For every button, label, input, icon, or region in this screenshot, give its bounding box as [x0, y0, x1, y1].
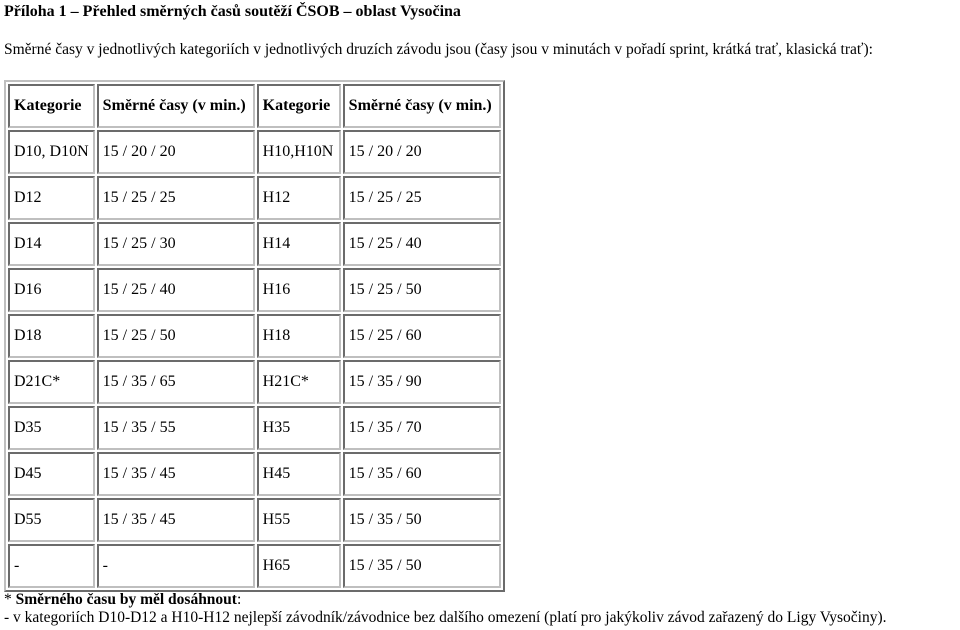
table-row [8, 452, 501, 496]
header-times-women: Směrné časy (v min.) [97, 84, 255, 128]
table-cell: H65 [257, 544, 341, 588]
document-intro: Směrné časy v jednotlivých kategoriích v jednotlivých druzích závodu jsou (časy jsou v minutách v pořadí sprint, krátká trať, klasická trať): [4, 41, 873, 58]
footnote-heading: Směrného času by měl dosáhnout [15, 591, 237, 608]
table-cell: D14 [8, 222, 95, 266]
table-cell: H10,H10N [257, 130, 341, 174]
table-cell: H55 [257, 498, 341, 542]
table-cell: H35 [257, 406, 341, 450]
header-category-women: Kategorie [8, 84, 95, 128]
table-cell: 15 / 25 / 40 [97, 268, 255, 312]
table-cell: D16 [8, 268, 95, 312]
table-cell: 15 / 35 / 60 [343, 452, 501, 496]
table-cell: D18 [8, 314, 95, 358]
table-cell: 15 / 35 / 45 [97, 452, 255, 496]
table-cell: H21C* [257, 360, 341, 404]
footnote-body: - v kategoriích D10-D12 a H10-H12 nejlepší závodník/závodnice bez dalšího omezení (platí pro jakýkoliv závod zařazený do Ligy Vysočiny). [4, 609, 887, 626]
table-row [8, 268, 501, 312]
table-cell: - [8, 544, 95, 588]
table-cell: H14 [257, 222, 341, 266]
table-cell: 15 / 35 / 45 [97, 498, 255, 542]
table-cell: 15 / 25 / 60 [343, 314, 501, 358]
table-cell: D10, D10N [8, 130, 95, 174]
table-cell: H45 [257, 452, 341, 496]
guideline-times-table [4, 80, 505, 592]
header-times-men: Směrné časy (v min.) [343, 84, 501, 128]
table-cell: 15 / 20 / 20 [343, 130, 501, 174]
table-row [8, 176, 501, 220]
table-cell: 15 / 25 / 50 [97, 314, 255, 358]
footnote-heading-line [4, 591, 241, 609]
table-row [8, 544, 501, 588]
table-cell: 15 / 25 / 25 [343, 176, 501, 220]
table-row [8, 314, 501, 358]
table-row [8, 360, 501, 404]
table-cell: H16 [257, 268, 341, 312]
table-cell: 15 / 25 / 50 [343, 268, 501, 312]
table-header-row [8, 84, 501, 128]
table-cell: 15 / 35 / 55 [97, 406, 255, 450]
table-cell: 15 / 35 / 90 [343, 360, 501, 404]
table-cell: D21C* [8, 360, 95, 404]
table-cell: D55 [8, 498, 95, 542]
header-category-men: Kategorie [257, 84, 341, 128]
table-cell: H18 [257, 314, 341, 358]
document-title: Příloha 1 – Přehled směrných časů soutěží ČSOB – oblast Vysočina [4, 3, 461, 20]
table-cell: D45 [8, 452, 95, 496]
table-cell: 15 / 20 / 20 [97, 130, 255, 174]
table-cell: D12 [8, 176, 95, 220]
table-cell: 15 / 25 / 30 [97, 222, 255, 266]
table-row [8, 222, 501, 266]
table-row [8, 130, 501, 174]
table-cell: D35 [8, 406, 95, 450]
table-cell: 15 / 25 / 40 [343, 222, 501, 266]
table-row [8, 406, 501, 450]
footnote-heading-suffix: : [236, 591, 242, 608]
table-row [8, 498, 501, 542]
footnote-marker: * [4, 591, 16, 608]
table-cell: 15 / 35 / 50 [343, 498, 501, 542]
table-cell: H12 [257, 176, 341, 220]
table-cell: 15 / 25 / 25 [97, 176, 255, 220]
table-cell: - [97, 544, 255, 588]
table-cell: 15 / 35 / 70 [343, 406, 501, 450]
table-cell: 15 / 35 / 50 [343, 544, 501, 588]
table-cell: 15 / 35 / 65 [97, 360, 255, 404]
